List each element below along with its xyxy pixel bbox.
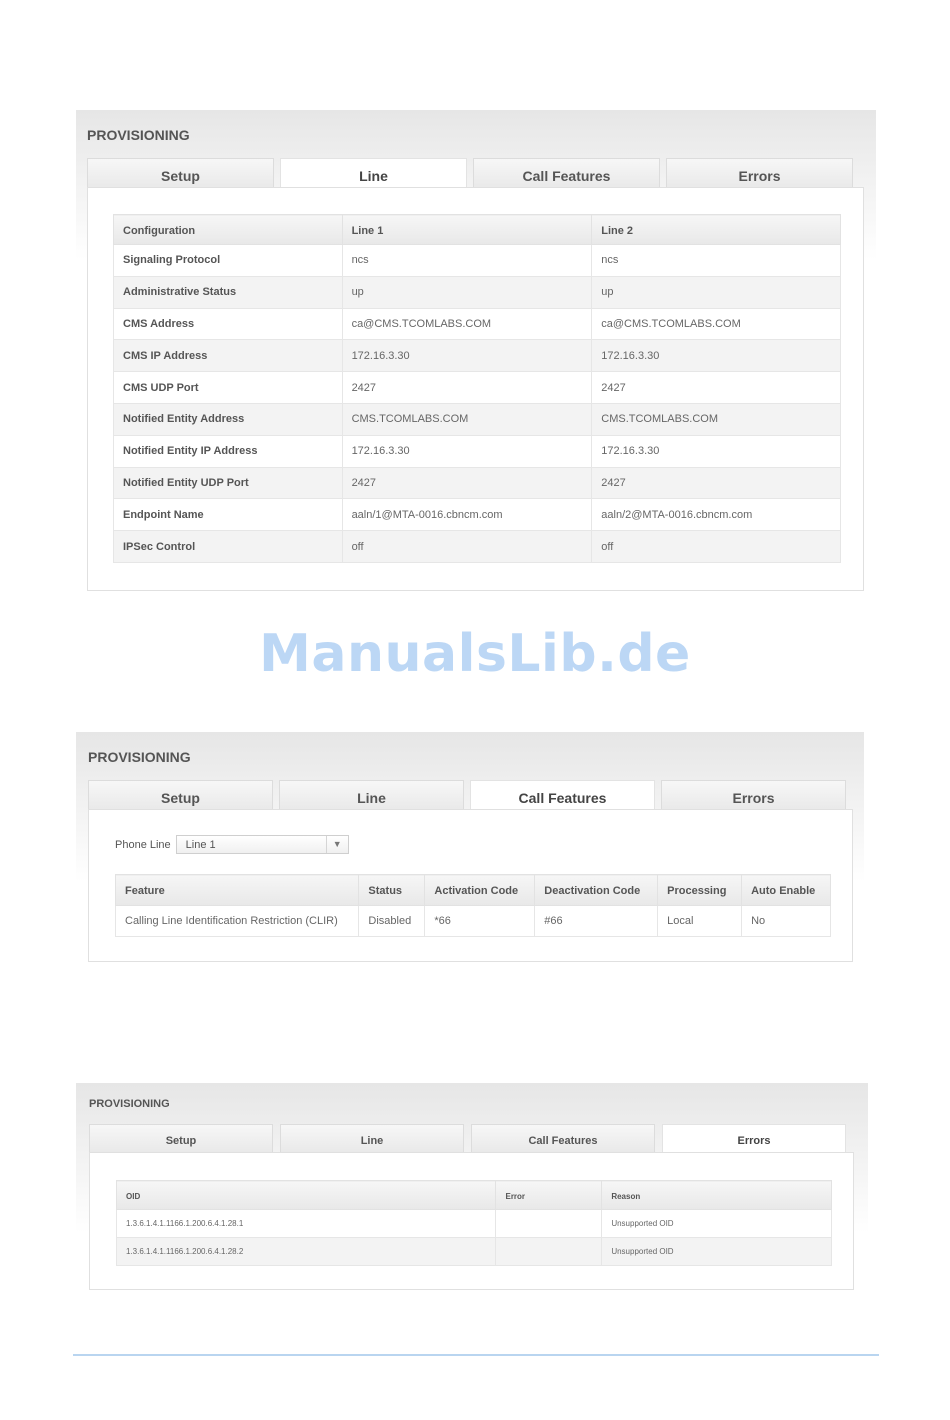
- column-header: Reason: [602, 1181, 832, 1210]
- table-row: [114, 372, 841, 404]
- feature-name: Calling Line Identification Restriction (CLIR): [116, 906, 359, 937]
- tab-setup[interactable]: Setup: [87, 158, 274, 188]
- line2-value: 2427: [592, 467, 841, 499]
- column-header: Deactivation Code: [535, 875, 658, 906]
- row-label: Notified Entity UDP Port: [114, 467, 343, 499]
- oid-value: 1.3.6.1.4.1.1166.1.200.6.4.1.28.2: [117, 1238, 496, 1266]
- tab-line[interactable]: Line: [280, 1124, 464, 1152]
- watermark-text: ManualsLib.de: [259, 624, 691, 684]
- column-header: Line 2: [592, 215, 841, 245]
- line2-value: 172.16.3.30: [592, 435, 841, 467]
- row-label: Signaling Protocol: [114, 245, 343, 277]
- provisioning-line-panel: [76, 110, 876, 600]
- column-header: Feature: [116, 875, 359, 906]
- panel-title: PROVISIONING: [89, 1098, 170, 1110]
- table-row: [114, 435, 841, 467]
- phone-line-label: Phone Line: [115, 838, 171, 851]
- line-config-table: [113, 214, 841, 563]
- tab-call-features[interactable]: Call Features: [473, 158, 660, 188]
- table-header-row: [117, 1181, 832, 1210]
- footer-divider: [73, 1354, 879, 1356]
- tab-bar: [88, 780, 852, 810]
- column-header: OID: [117, 1181, 496, 1210]
- column-header: Activation Code: [425, 875, 535, 906]
- line1-value: 172.16.3.30: [342, 435, 592, 467]
- tab-call-features[interactable]: Call Features: [470, 780, 655, 810]
- panel-title: PROVISIONING: [87, 127, 190, 143]
- row-label: Endpoint Name: [114, 499, 343, 531]
- activation-code: *66: [425, 906, 535, 937]
- auto-enable: No: [742, 906, 831, 937]
- line2-value: aaln/2@MTA-0016.cbncm.com: [592, 499, 841, 531]
- row-label: Notified Entity Address: [114, 403, 343, 435]
- table-row: [117, 1210, 832, 1238]
- table-row: [114, 403, 841, 435]
- tab-bar: [89, 1124, 853, 1152]
- column-header: Configuration: [114, 215, 343, 245]
- row-label: CMS UDP Port: [114, 372, 343, 404]
- line1-value: 2427: [342, 467, 592, 499]
- table-row: [114, 245, 841, 277]
- line1-value: 172.16.3.30: [342, 340, 592, 372]
- phone-line-row: [115, 835, 349, 854]
- provisioning-call-features-panel: [76, 732, 864, 972]
- error-value: [496, 1210, 602, 1238]
- tab-errors[interactable]: Errors: [662, 1124, 846, 1152]
- reason-value: Unsupported OID: [602, 1238, 832, 1266]
- line1-value: ncs: [342, 245, 592, 277]
- errors-table: [116, 1180, 832, 1266]
- tab-content: [88, 809, 853, 962]
- column-header: Auto Enable: [742, 875, 831, 906]
- column-header: Processing: [658, 875, 742, 906]
- line1-value: CMS.TCOMLABS.COM: [342, 403, 592, 435]
- table-row: [114, 499, 841, 531]
- tab-content: [87, 187, 864, 591]
- feature-status: Disabled: [359, 906, 425, 937]
- line1-value: off: [342, 531, 592, 563]
- table-row: [114, 531, 841, 563]
- tab-setup[interactable]: Setup: [89, 1124, 273, 1152]
- tab-errors[interactable]: Errors: [661, 780, 846, 810]
- column-header: Line 1: [342, 215, 592, 245]
- column-header: Error: [496, 1181, 602, 1210]
- tab-line[interactable]: Line: [280, 158, 467, 188]
- dropdown-arrow-icon[interactable]: ▼: [326, 836, 348, 853]
- tab-setup[interactable]: Setup: [88, 780, 273, 810]
- panel-title: PROVISIONING: [88, 749, 191, 765]
- line2-value: ncs: [592, 245, 841, 277]
- line1-value: aaln/1@MTA-0016.cbncm.com: [342, 499, 592, 531]
- error-value: [496, 1238, 602, 1266]
- table-row: [114, 467, 841, 499]
- line1-value: up: [342, 276, 592, 308]
- phone-line-select[interactable]: [176, 835, 349, 854]
- line1-value: 2427: [342, 372, 592, 404]
- line2-value: ca@CMS.TCOMLABS.COM: [592, 308, 841, 340]
- phone-line-selected-value: Line 1: [185, 839, 216, 851]
- row-label: CMS Address: [114, 308, 343, 340]
- table-row: [117, 1238, 832, 1266]
- row-label: Notified Entity IP Address: [114, 435, 343, 467]
- row-label: IPSec Control: [114, 531, 343, 563]
- line2-value: CMS.TCOMLABS.COM: [592, 403, 841, 435]
- reason-value: Unsupported OID: [602, 1210, 832, 1238]
- provisioning-errors-panel: [76, 1083, 868, 1300]
- line2-value: off: [592, 531, 841, 563]
- processing: Local: [658, 906, 742, 937]
- table-row: [116, 906, 831, 937]
- call-features-table: [115, 874, 831, 937]
- table-header-row: [114, 215, 841, 245]
- row-label: CMS IP Address: [114, 340, 343, 372]
- tab-call-features[interactable]: Call Features: [471, 1124, 655, 1152]
- column-header: Status: [359, 875, 425, 906]
- table-row: [114, 276, 841, 308]
- oid-value: 1.3.6.1.4.1.1166.1.200.6.4.1.28.1: [117, 1210, 496, 1238]
- table-header-row: [116, 875, 831, 906]
- tab-line[interactable]: Line: [279, 780, 464, 810]
- deactivation-code: #66: [535, 906, 658, 937]
- row-label: Administrative Status: [114, 276, 343, 308]
- tab-content: [89, 1152, 854, 1290]
- line2-value: 2427: [592, 372, 841, 404]
- tab-bar: [87, 158, 859, 188]
- table-row: [114, 340, 841, 372]
- table-row: [114, 308, 841, 340]
- line2-value: 172.16.3.30: [592, 340, 841, 372]
- line1-value: ca@CMS.TCOMLABS.COM: [342, 308, 592, 340]
- line2-value: up: [592, 276, 841, 308]
- tab-errors[interactable]: Errors: [666, 158, 853, 188]
